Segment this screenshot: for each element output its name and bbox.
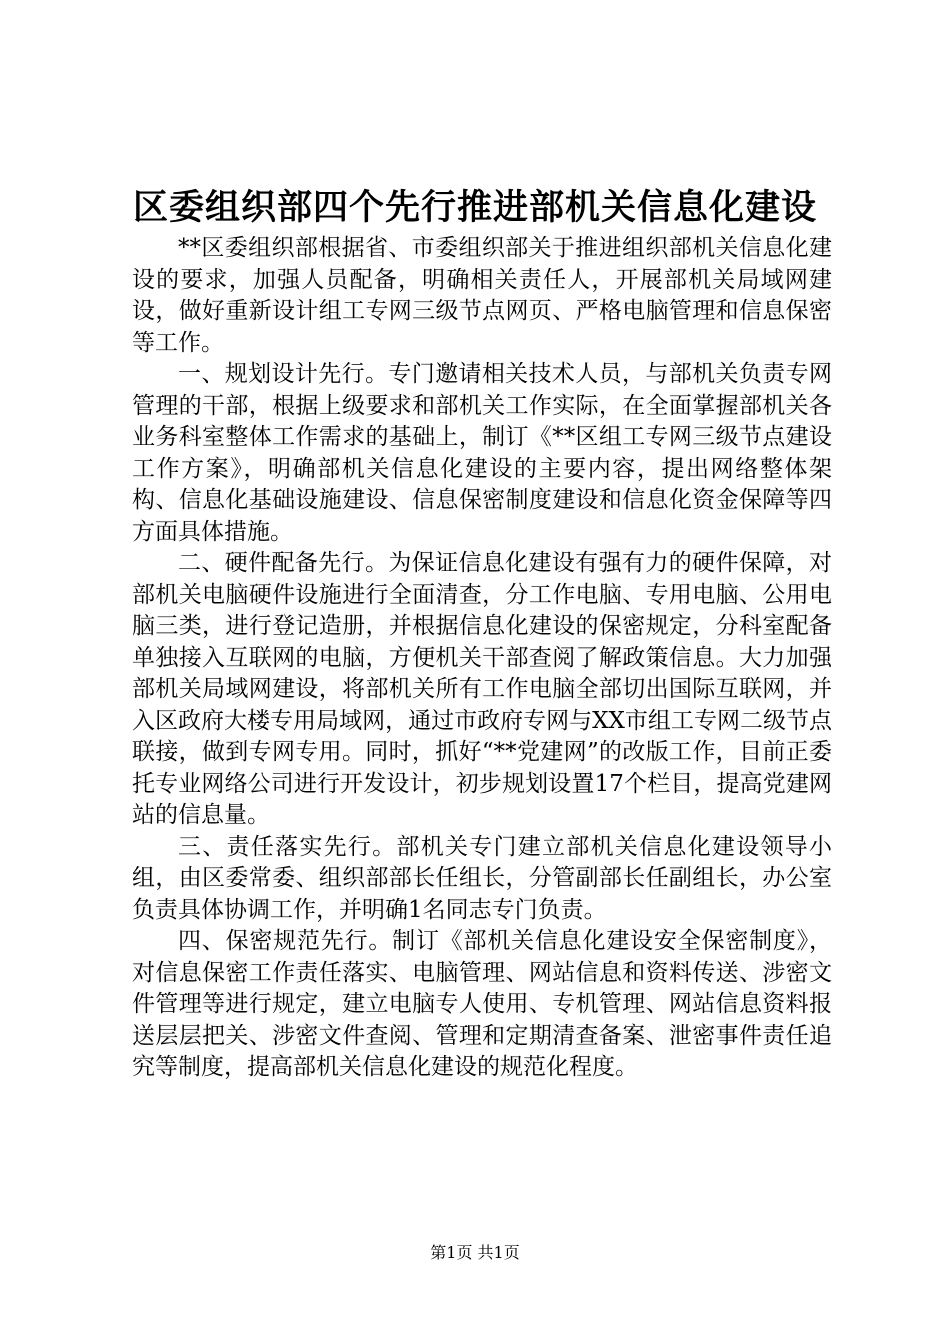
document-title: 区委组织部四个先行推进部机关信息化建设 [132, 187, 817, 228]
paragraph-hardware: 二、硬件配备先行。为保证信息化建设有强有力的硬件保障，对部机关电脑硬件设施进行全面清查，分工作电脑、专用电脑、公用电脑三类，进行登记造册，并根据信息化建设的保密规定，分科室配备单独接入互联网的电脑，方便机关干部查阅了解政策信息。大力加强部机关局域网建设，将部机关所有工作电脑全部切出国际互联网，并入区政府大楼专用局域网，通过市政府专网与XX市组工专网二级节点联接，做到专网专用。同时，抓好“**党建网”的改版工作，目前正委托专业网络公司进行开发设计，初步规划设置17个栏目，提高党建网站的信息量。 [132, 550, 832, 828]
paragraph-planning: 一、规划设计先行。专门邀请相关技术人员，与部机关负责专网管理的干部，根据上级要求和部机关工作实际，在全面掌握部机关各业务科室整体工作需求的基础上，制订《**区组工专网三级节点建设工作方案》，明确部机关信息化建设的主要内容，提出网络整体架构、信息化基础设施建设、信息保密制度建设和信息化资金保障等四方面具体措施。 [132, 361, 832, 545]
paragraph-responsibility: 三、责任落实先行。部机关专门建立部机关信息化建设领导小组，由区委常委、组织部部长任组长，分管副部长任副组长，办公室负责具体协调工作，并明确1名同志专门负责。 [132, 833, 832, 923]
paragraph-intro: **区委组织部根据省、市委组织部关于推进组织部机关信息化建设的要求，加强人员配备，明确相关责任人，开展部机关局域网建设，做好重新设计组工专网三级节点网页、严格电脑管理和信息保密等工作。 [132, 235, 832, 356]
paragraph-confidentiality: 四、保密规范先行。制订《部机关信息化建设安全保密制度》，对信息保密工作责任落实、电脑管理、网站信息和资料传送、涉密文件管理等进行规定，建立电脑专人使用、专机管理、网站信息资料报送层层把关、涉密文件查阅、管理和定期清查备案、泄密事件责任追究等制度，提高部机关信息化建设的规范化程度。 [132, 928, 832, 1080]
document-body [132, 233, 832, 1084]
page-number-footer: 第1页 共1页 [430, 1243, 520, 1262]
